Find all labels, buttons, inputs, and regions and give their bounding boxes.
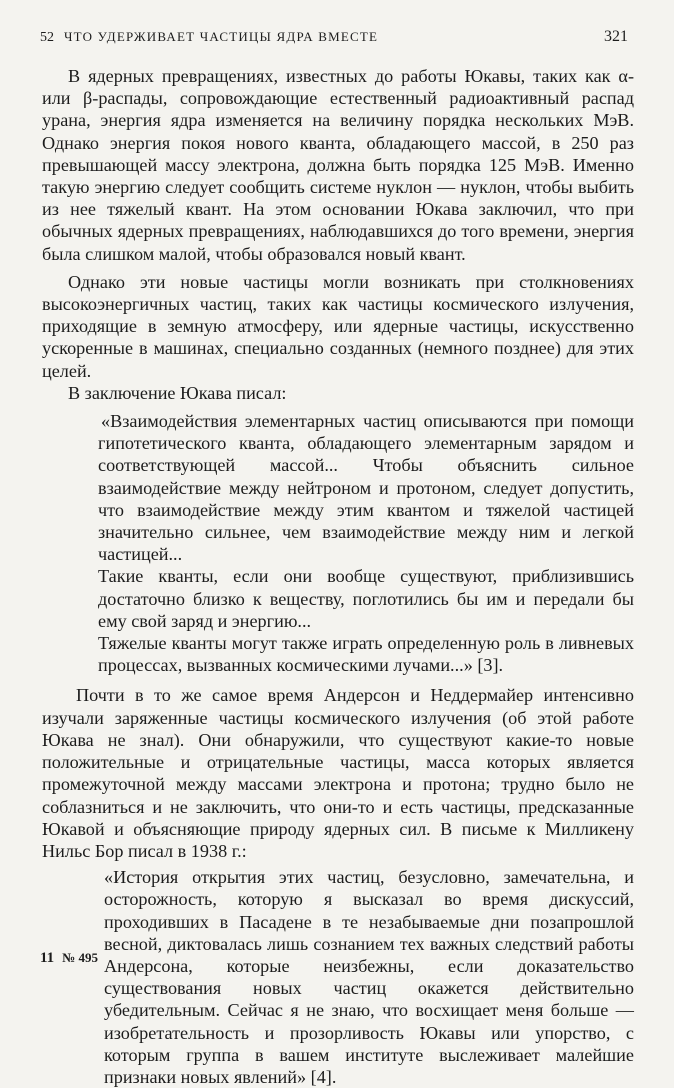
paragraph-4: Почти в то же самое время Андерсон и Неддермайер интенсивно изучали заряженные частицы космического излучения (об этой работе Юкава не знал). Они обнаружили, что существуют какие-то новые положительные и отрицательные частицы, масса которых является промежуточной между массами электрона и протона; трудно было не соблазниться и не заключить, что они-то и есть частицы, предсказанные Юкавой и объясняющие природу ядерных сил. В письме к Милликену Нильс Бор писал в 1938 г.: [42, 685, 634, 861]
page-header [40, 28, 628, 46]
print-order-number: № 495 [62, 950, 99, 965]
signature-mark: 11 [40, 950, 55, 966]
header-left [40, 29, 378, 46]
page-footer [40, 950, 98, 967]
original-page-number: 52 [40, 30, 54, 45]
yukawa-quote-part-1: «Взаимодействия элементарных частиц описываются при помощи гипотетического кванта, обладающего элементарным зарядом и соответствующей массой... Чтобы объяснить сильное взаимодействие между нейтроном и протоном, следует допустить, что взаимодействие между этим квантом и тяжелой частицей значительно сильнее, чем взаимодействие между ним и легкой частицей... [98, 411, 634, 565]
page-number: 321 [604, 28, 628, 45]
bohr-quote [104, 866, 634, 1088]
paragraph-2: Однако эти новые частицы могли возникать при столкновениях высокоэнергичных частиц, таких как частицы космического излучения, приходящие в земную атмосферу, или ядерные частицы, искусственно ускоренные в машинах, специально созданных (немного позднее) для этих целей. [42, 271, 634, 381]
bohr-quote-text: «История открытия этих частиц, безусловно, замечательна, и осторожность, которую я высказал во время дискуссий, проходивших в Пасадене в те незабываемые дни позапрошлой весной, диктовалась лишь сознанием тех важных следствий работы Андерсона, которые неизбежны, если доказательство существования новых частиц окажется действительно убедительным. Сейчас я не знаю, что восхищает меня больше — изобретательность и прозорливость Юкавы или упорство, с которым группа в вашем институте выслеживает малейшие признаки новых явлений» [4]. [104, 867, 634, 1087]
body-text [42, 65, 634, 1088]
yukawa-quote-part-2: Такие кванты, если они вообще существуют, приблизившись достаточно близко к веществу, поглотились бы им и передали бы ему свой заряд и энергию... [98, 566, 634, 631]
paragraph-1: В ядерных превращениях, известных до работы Юкавы, таких как α- или β-распады, сопровождающие естественный радиоактивный распад урана, энергия ядра изменяется на величину порядка нескольких МэВ. Однако энергия покоя нового кванта, обладающего массой, в 250 раз превышающей массу электрона, должна быть порядка 125 МэВ. Именно такую энергию следует сообщить системе нуклон — нуклон, чтобы выбить из нее тяжелый квант. На этом основании Юкава заключил, что при обычных ядерных превращениях, наблюдавшихся до того времени, энергия была слишком малой, чтобы образовался новый квант. [42, 66, 634, 264]
yukawa-quote-part-3: Тяжелые кванты могут также играть определенную роль в ливневых процессах, вызванных космическими лучами...» [3]. [98, 633, 634, 676]
yukawa-quote [98, 410, 634, 676]
running-title: ЧТО УДЕРЖИВАЕТ ЧАСТИЦЫ ЯДРА ВМЕСТЕ [64, 29, 379, 44]
paragraph-3: В заключение Юкава писал: [68, 382, 287, 403]
